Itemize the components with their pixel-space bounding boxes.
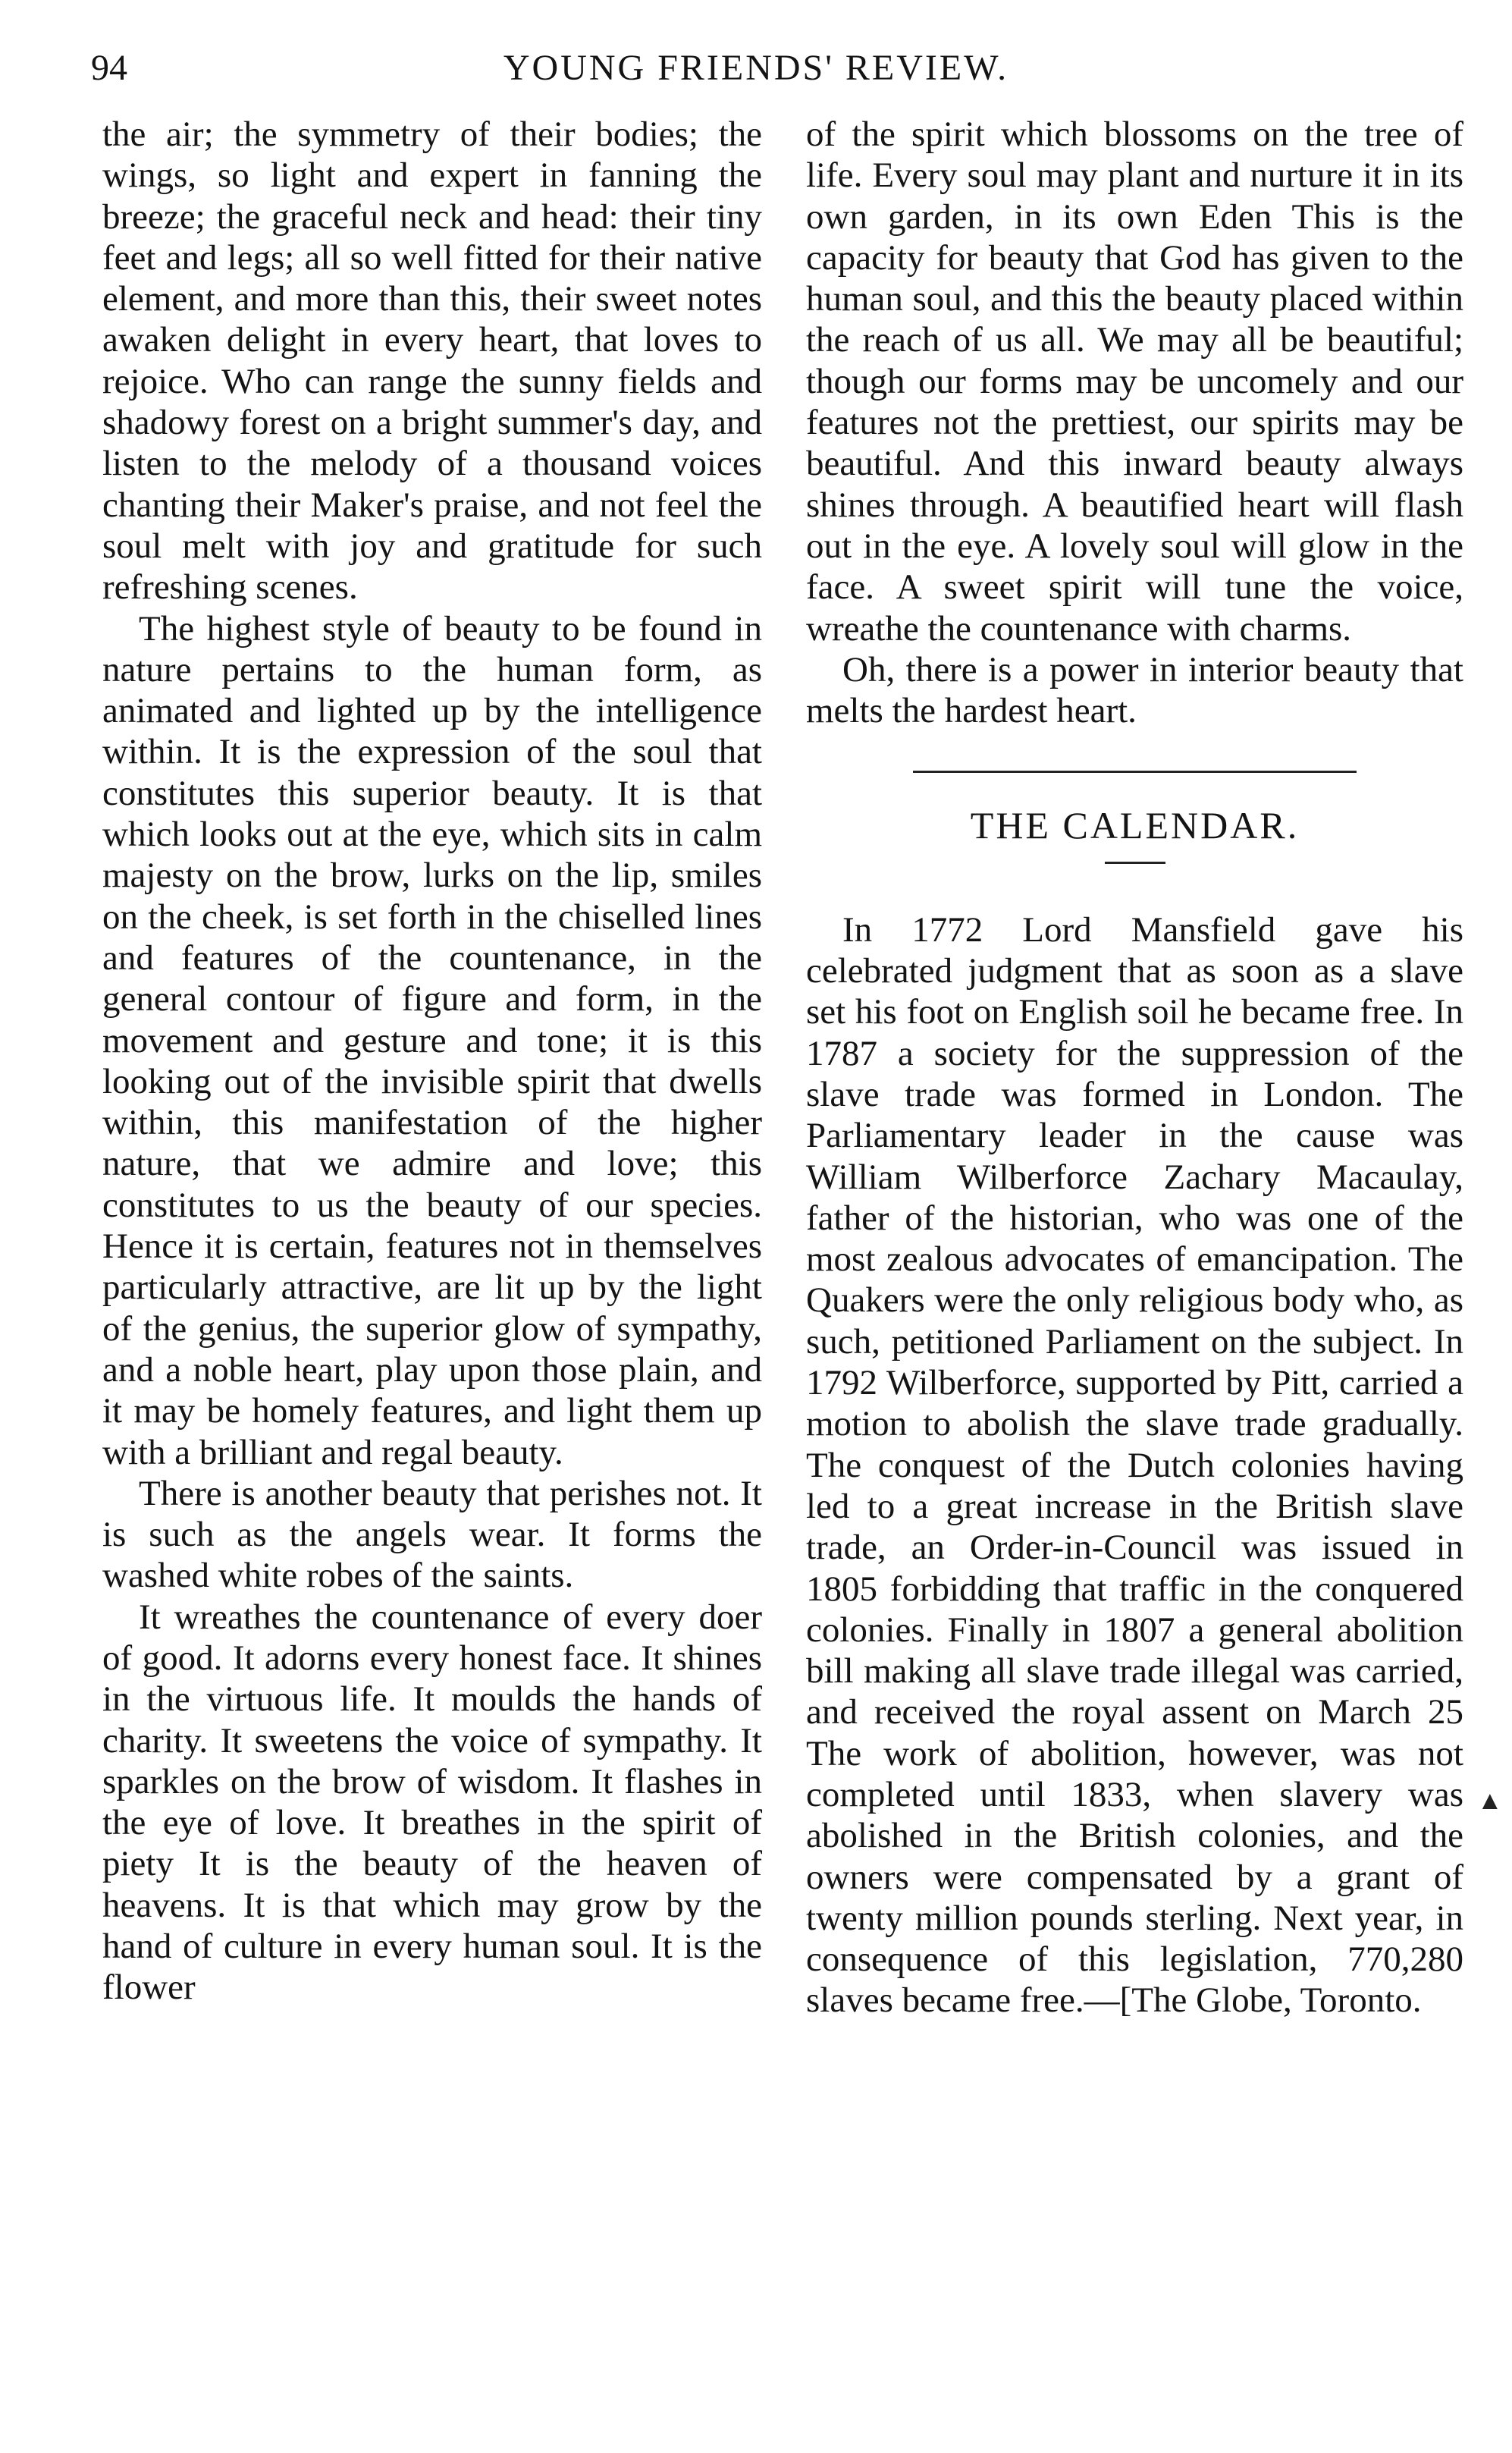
left-paragraph-4: It wreathes the countenance of every doer of good. It adorns every honest face. It shines in the virtuous life. It moulds the hands of charity. It sweetens the voice of sympathy. It sparkles on the brow of wisdom. It flashes in the eye of love. It breathes in the spirit of piety It is the beauty of the heaven of heavens. It is that which may grow by the hand of culture in every human soul. It is the flower xyxy=(102,1597,762,2008)
right-paragraph-2: Oh, there is a power in interior beauty that melts the hardest heart. xyxy=(806,649,1463,731)
section-divider xyxy=(913,771,1357,773)
right-paragraph-1: of the spirit which blossoms on the tree of life. Every soul may plant and nurture it in its own garden, in its own Eden This is the capacity for beauty that God has given to the human soul, and this the beauty placed within the reach of us all. We may all be beautiful; though our forms may be uncomely and our features not the prettiest, our spirits may be beautiful. And this inward beauty always shines through. A beautified heart will flash out in the eye. A lovely soul will glow in the face. A sweet spirit will tune the voice, wreathe the countenance with charms. xyxy=(806,115,1463,649)
running-head: YOUNG FRIENDS' REVIEW. xyxy=(503,48,1009,88)
section-heading: THE CALENDAR. xyxy=(970,804,1300,847)
left-paragraph-1: the air; the symmetry of their bodies; the wings, so light and expert in fanning the breeze; the graceful neck and head: their tiny feet and legs; all so well fitted for their native element, and more than this, their sweet notes awaken delight in every heart, that loves to rejoice. Who can range the sunny fields and shadowy forest on a bright summer's day, and listen to the melody of a thousand voices chanting their Maker's praise, and not feel the soul melt with joy and gratitude for such refreshing scenes. xyxy=(102,115,762,608)
margin-mark: ▲ xyxy=(1477,1787,1503,1815)
page-number: 94 xyxy=(91,48,127,88)
right-column xyxy=(806,114,1463,2021)
left-paragraph-3: There is another beauty that perishes not. It is such as the angels wear. It forms the washed white robes of the saints. xyxy=(102,1473,762,1596)
heading-underline xyxy=(1105,862,1165,864)
calendar-paragraph: In 1772 Lord Mansfield gave his celebrated judgment that as soon as a slave set his foot on English soil he became free. In 1787 a society for the suppression of the slave trade was formed in London. The Parliamentary leader in the cause was William Wilberforce Zachary Macaulay, father of the historian, who was one of the most zealous advocates of emancipation. The Quakers were the only religious body who, as such, petitioned Parliament on the subject. In 1792 Wilberforce, supported by Pitt, carried a motion to abolish the slave trade gradually. The conquest of the Dutch colonies having led to a great increase in the British slave trade, an Order-in-Council was issued in 1805 forbidding that traffic in the conquered colonies. Finally in 1807 a general abolition bill making all slave trade illegal was carried, and received the royal assent on March 25 The work of abolition, however, was not completed until 1833, when slavery was abolished in the British colonies, and the owners were compensated by a grant of twenty million pounds sterling. Next year, in consequence of this legislation, 770,280 slaves became free.—[The Globe, Toronto. xyxy=(806,909,1463,2021)
left-column xyxy=(102,114,762,2009)
left-paragraph-2: The highest style of beauty to be found in nature pertains to the human form, as animated and lighted up by the intelligence within. It is the expression of the soul that constitutes this superior beauty. It is that which looks out at the eye, which sits in calm majesty on the brow, lurks on the lip, smiles on the cheek, is set forth in the chiselled lines and features of the countenance, in the general contour of figure and form, in the movement and gesture and tone; it is this looking out of the invisible spirit that dwells within, this manifestation of the higher nature, that we admire and love; this constitutes to us the beauty of our species. Hence it is certain, features not in themselves particularly attractive, are lit up by the light of the genius, the superior glow of sympathy, and a noble heart, play upon those plain, and it may be homely features, and light them up with a brilliant and regal beauty. xyxy=(102,608,762,1472)
